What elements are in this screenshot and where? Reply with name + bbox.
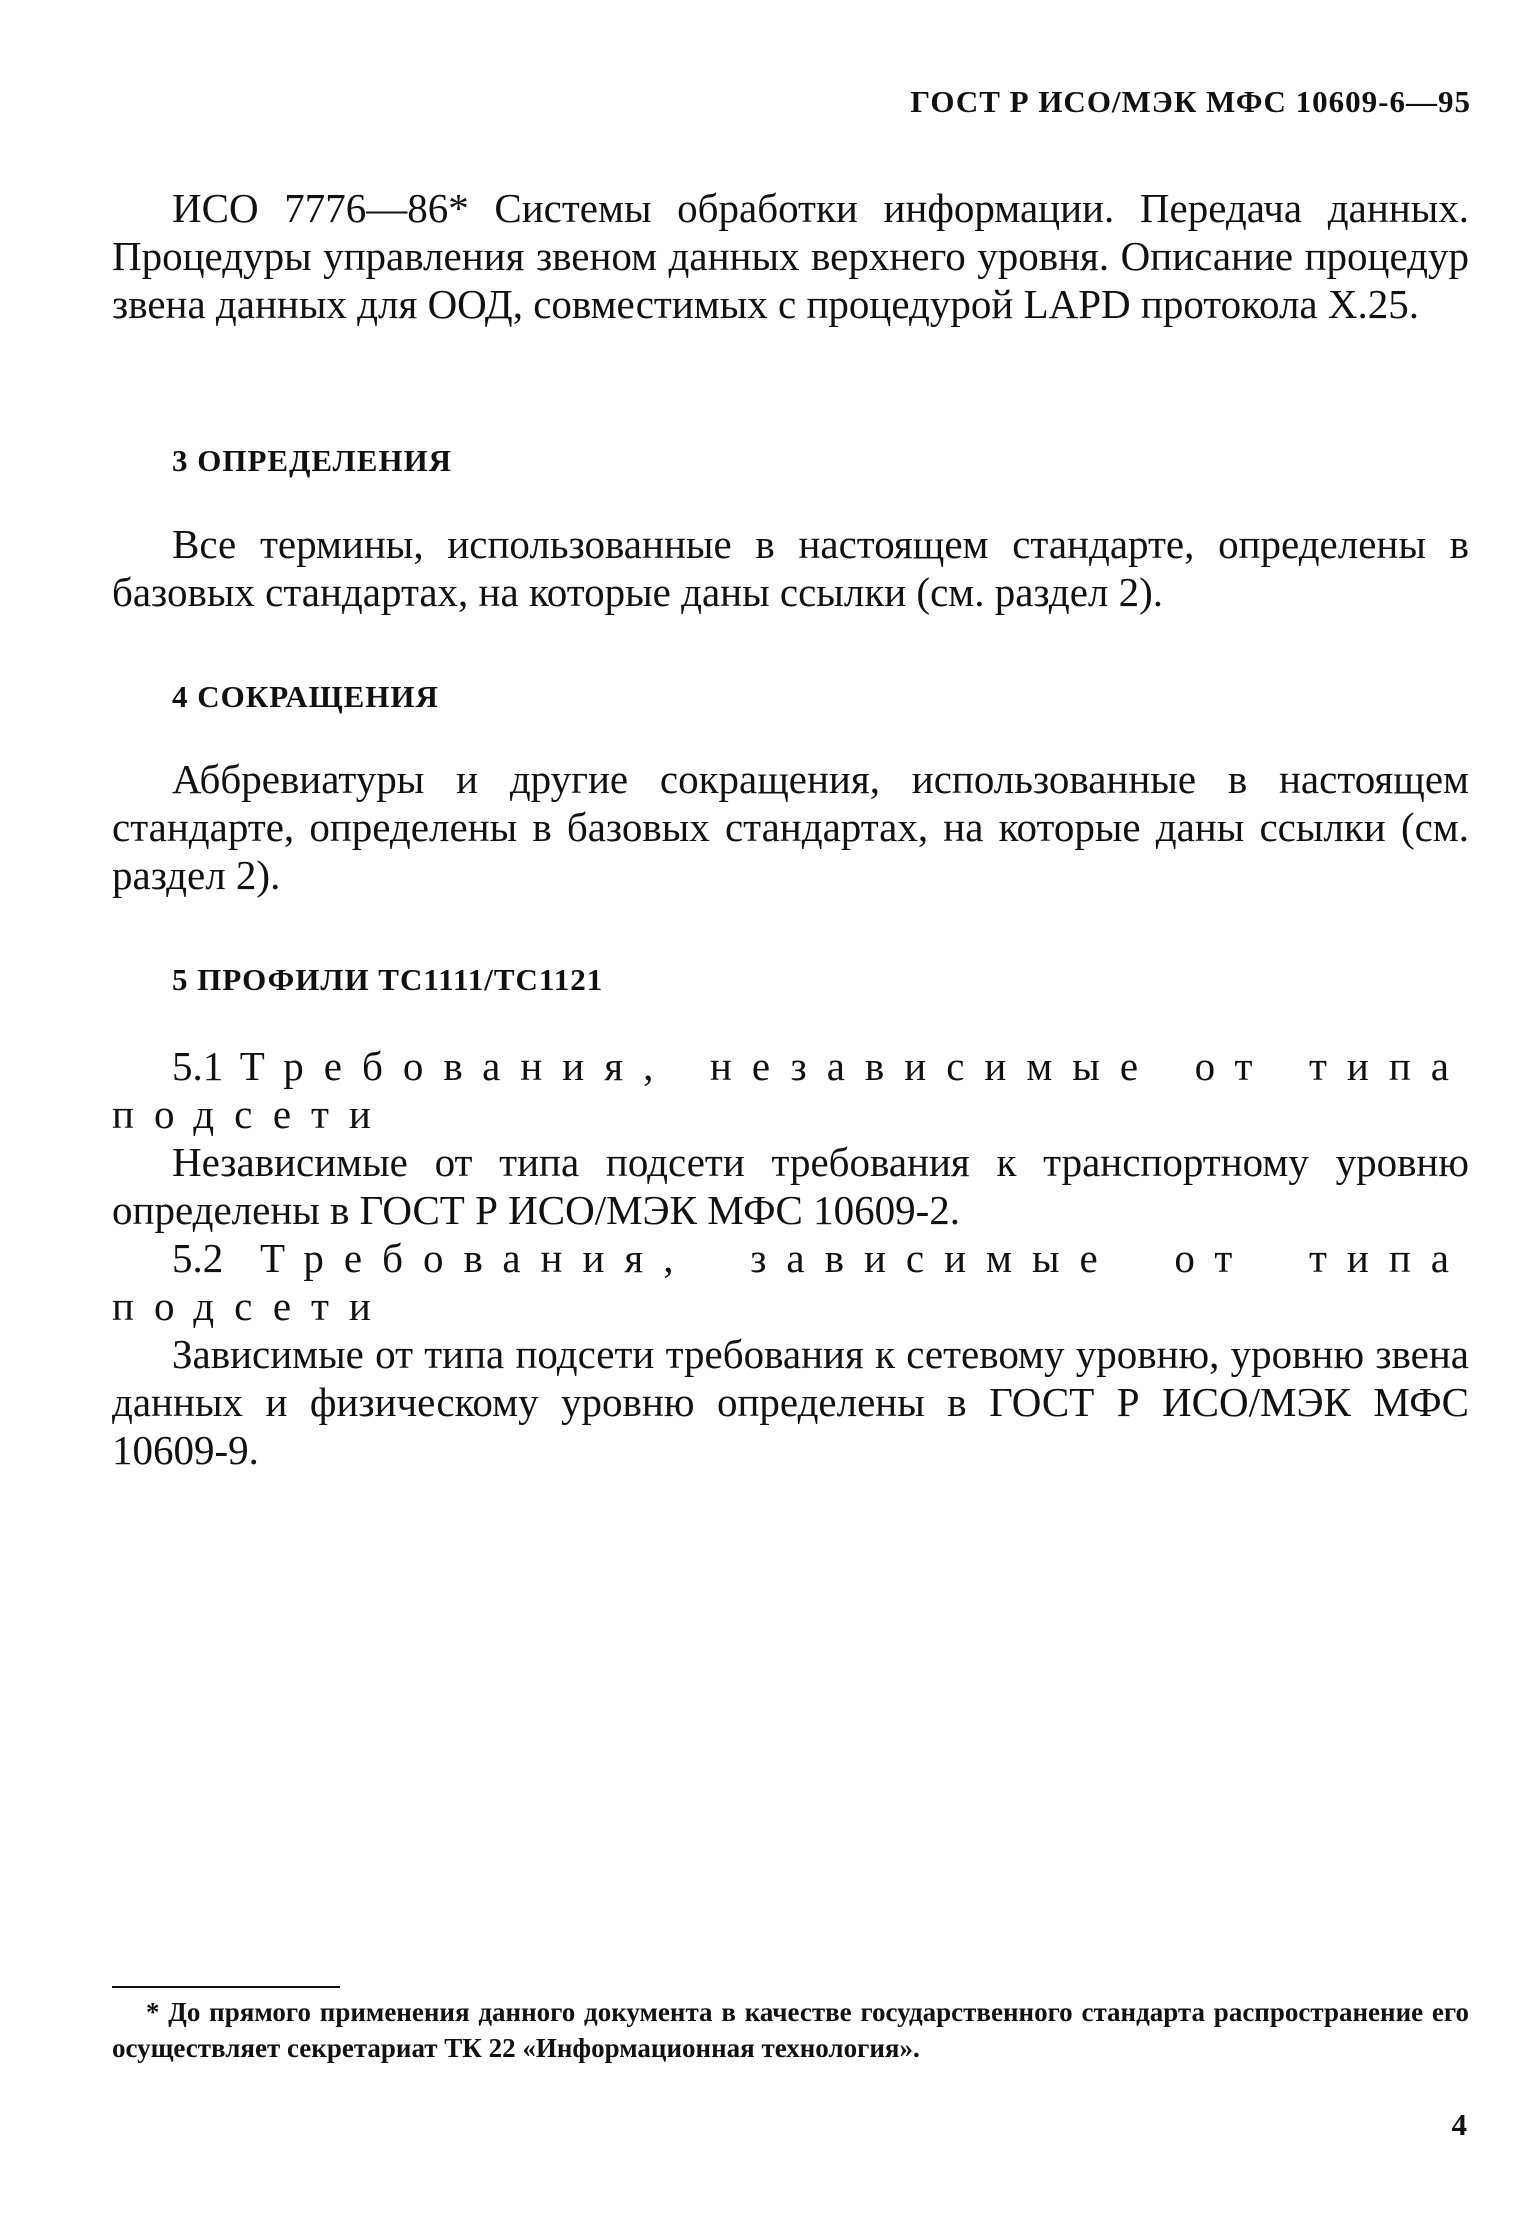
subsection-5-1-number: 5.1	[172, 1043, 224, 1089]
page-number: 4	[1451, 2107, 1467, 2142]
section-3-text: Все термины, использованные в настоящем стандарте, определены в базовых стандартах, на которые даны ссылки (см. раздел 2).	[112, 521, 1469, 615]
section-4-heading: 4 СОКРАЩЕНИЯ	[172, 679, 439, 714]
section-4	[112, 679, 1469, 715]
section-3	[112, 443, 1469, 479]
footnote: * До прямого применения данного документа в качестве государственного стандарта распространение его осуществляет секретариат ТК 22 «Информационная технология».	[112, 1997, 1469, 2063]
footnote-divider	[112, 1986, 340, 1988]
section-3-heading: 3 ОПРЕДЕЛЕНИЯ	[172, 443, 453, 478]
subsection-5-1-title-text: Требования, независимые от типа подсети	[112, 1043, 1469, 1137]
section-5-heading: 5 ПРОФИЛИ TC1111/TC1121	[172, 962, 604, 997]
section-5	[112, 962, 1469, 998]
subsection-5-2-title-text: Требования, зависимые от типа подсети	[112, 1235, 1469, 1329]
section-3-body	[112, 520, 1469, 616]
subsection-5-2-text: Зависимые от типа подсети требования к сетевому уровню, уровню звена данных и физическому уровню определены в ГОСТ Р ИСО/МЭК МФС 10609-9.	[112, 1331, 1469, 1473]
subsection-5-2-number: 5.2	[172, 1235, 224, 1281]
reference-iso7776: ИСО 7776—86* Системы обработки информации. Передача данных. Процедуры управления звеном данных верхнего уровня. Описание процедур звена данных для ООД, совместимых с процедурой LAPD протокола X.25.	[112, 185, 1469, 327]
section-4-text: Аббревиатуры и другие сокращения, использованные в настоящем стандарте, определены в базовых стандартах, на которые даны ссылки (см. раздел 2).	[112, 756, 1469, 898]
subsection-5-1-title	[112, 1042, 1469, 1138]
subsection-5-1	[112, 1042, 1469, 1234]
section-4-body	[112, 755, 1469, 899]
document-header: ГОСТ Р ИСО/МЭК МФС 10609-6—95	[910, 84, 1471, 119]
subsection-5-2-title	[112, 1234, 1469, 1330]
reference-iso7776-block	[112, 184, 1469, 328]
subsection-5-1-text: Независимые от типа подсети требования к транспортному уровню определены в ГОСТ Р ИСО/МЭК МФС 10609-2.	[112, 1139, 1469, 1233]
subsection-5-2	[112, 1234, 1469, 1474]
